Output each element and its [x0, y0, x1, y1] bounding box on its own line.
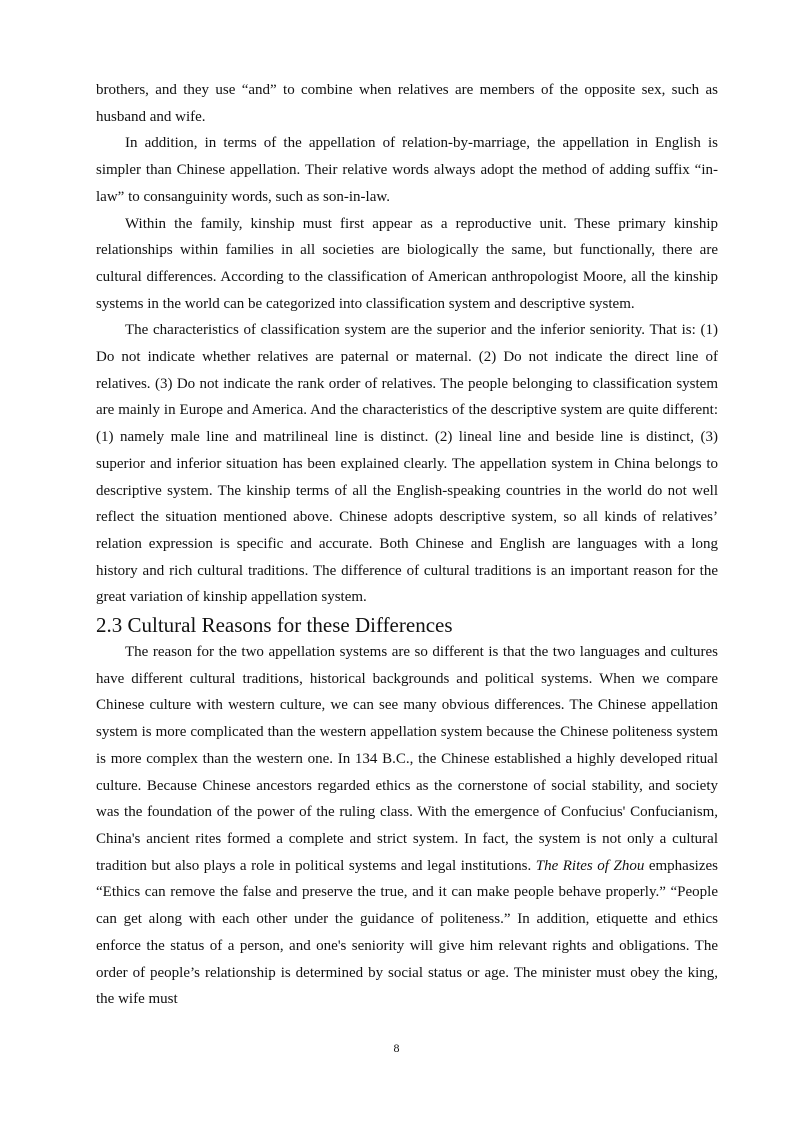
paragraph-cultural-reasons [96, 639, 718, 1013]
text-run: The reason for the two appellation systems are so different is that the two languages and cultures have different cultural traditions, historical backgrounds and political systems. When we compare Chinese culture with western culture, we can see many obvious differences. The Chinese appellation system is more complicated than the western appellation system because the Chinese politeness system is more complex than the western one. In 134 B.C., the Chinese established a highly developed ritual culture. Because Chinese ancestors regarded ethics as the cornerstone of social stability, and society was the foundation of the power of the ruling class. With the emergence of Confucius' Confucianism, China's ancient rites formed a complete and strict system. In fact, the system is not only a cultural tradition but also plays a role in political systems and legal institutions. [96, 644, 718, 874]
text-run: emphasizes “Ethics can remove the false and preserve the true, and it can make people behave properly.” “People can get along with each other under the guidance of politeness.” In addition, etiquette and ethics enforce the status of a person, and one's seniority will give him relevant rights and obligations. The order of people’s relationship is determined by social status or age. The minister must obey the king, the wife must [96, 857, 718, 1008]
paragraph-classification-system: The characteristics of classification system are the superior and the inferior seniority. That is: (1) Do not indicate whether relatives are paternal or maternal. (2) Do not indicate the direct line of relatives. (3) Do not indicate the rank order of relatives. The people belonging to classification system are mainly in Europe and America. And the characteristics of the descriptive system are quite different: (1) namely male line and matrilineal line is distinct. (2) lineal line and beside line is distinct, (3) superior and inferior situation has been explained clearly. The appellation system in China belongs to descriptive system. The kinship terms of all the English-speaking countries in the world do not well reflect the situation mentioned above. Chinese adopts descriptive system, so all kinds of relatives’ relation expression is specific and accurate. Both Chinese and English are languages with a long history and rich cultural traditions. The difference of cultural traditions is an important reason for the great variation of kinship appellation system. [96, 322, 718, 606]
page-number: 8 [393, 1041, 400, 1055]
paragraph-in-law: In addition, in terms of the appellation of relation-by-marriage, the appellation in English is simpler than Chinese appellation. Their relative words always adopt the method of adding suffix “in-law” to consanguinity words, such as son-in-law. [96, 135, 718, 205]
section-heading: 2.3 Cultural Reasons for these Differences [96, 613, 453, 638]
document-page [96, 77, 718, 1013]
book-title: The Rites of Zhou [535, 857, 645, 874]
paragraph-continued: brothers, and they use “and” to combine when relatives are members of the opposite sex, such as husband and wife. [96, 82, 718, 125]
paragraph-kinship-systems: Within the family, kinship must first appear as a reproductive unit. These primary kinship relationships within families in all societies are biologically the same, but functionally, there are cultural differences. According to the classification of American anthropologist Moore, all the kinship systems in the world can be categorized into classification system and descriptive system. [96, 215, 718, 312]
